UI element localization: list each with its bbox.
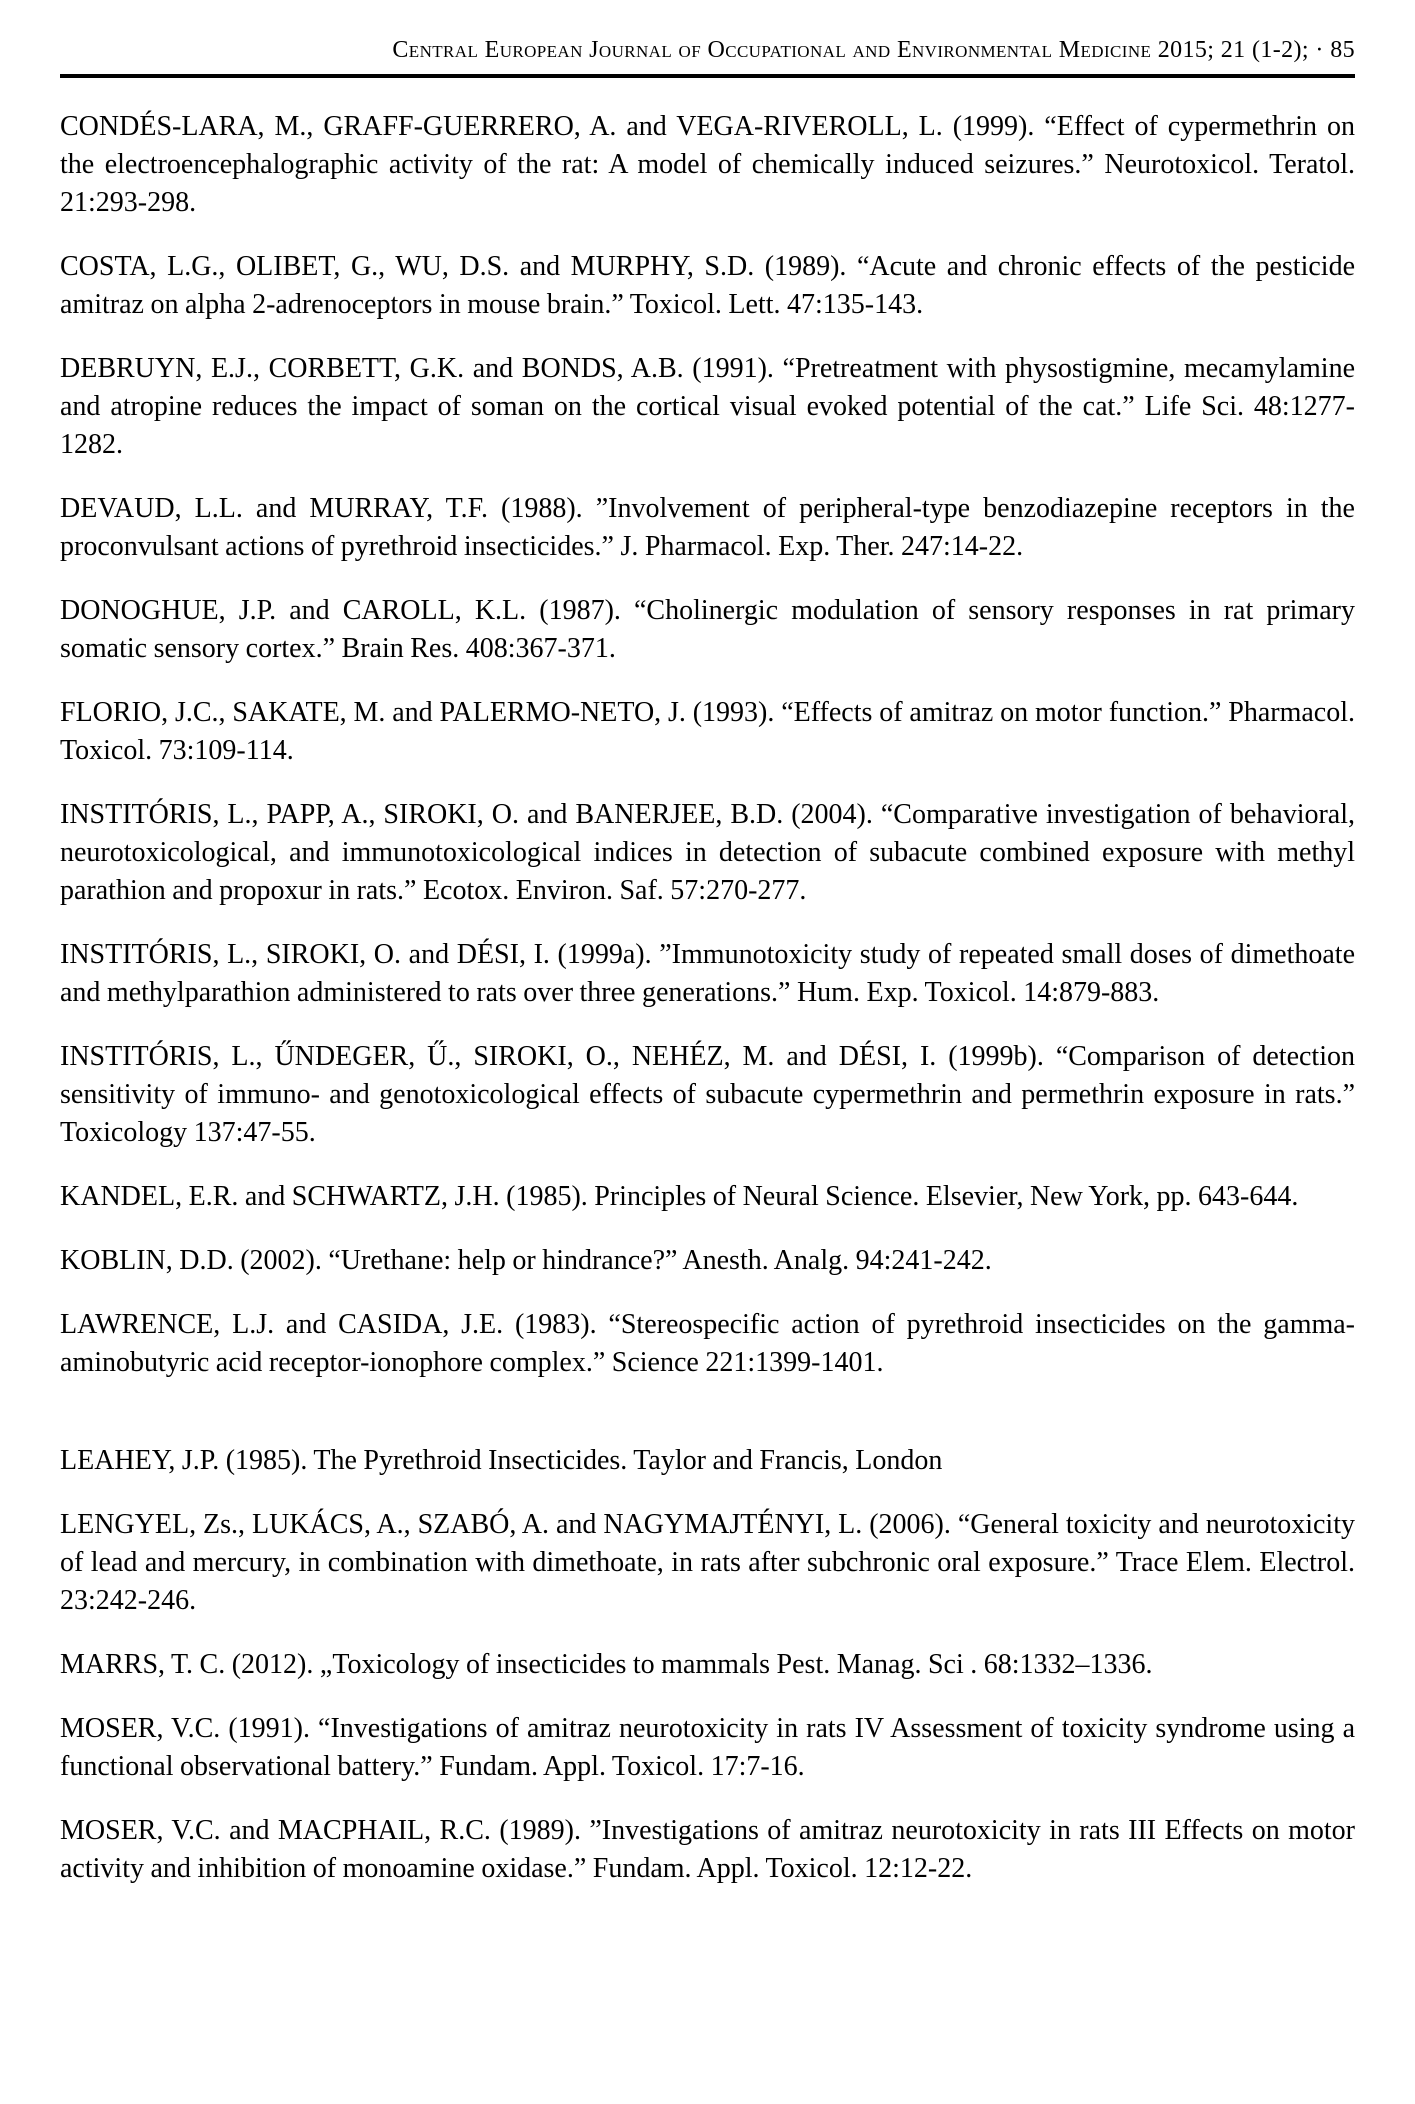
reference-list xyxy=(60,108,1355,1888)
reference-entry-florio-1993: FLORIO, J.C., SAKATE, M. and PALERMO-NETO, J. (1993). “Effects of amitraz on motor function.” Pharmacol. Toxicol. 73:109-114. xyxy=(60,697,1355,766)
reference-entry-condes-lara-1999: CONDÉS-LARA, M., GRAFF-GUERRERO, A. and VEGA-RIVEROLL, L. (1999). “Effect of cypermethrin on the electroencephalographic activity of the rat: A model of chemically induced seizures.” Neurotoxicol. Teratol. 21:293-298. xyxy=(60,111,1355,218)
reference-entry-moser-1991: MOSER, V.C. (1991). “Investigations of amitraz neurotoxicity in rats IV Assessment of toxicity syndrome using a functional observational battery.” Fundam. Appl. Toxicol. 17:7-16. xyxy=(60,1713,1355,1782)
reference-entry-leahey-1985: LEAHEY, J.P. (1985). The Pyrethroid Insecticides. Taylor and Francis, London xyxy=(60,1445,943,1476)
reference-entry-institoris-1999b: INSTITÓRIS, L., ŰNDEGER, Ű., SIROKI, O., NEHÉZ, M. and DÉSI, I. (1999b). “Comparison of detection sensitivity of immuno- and genotoxicological effects of subacute cypermethrin and permethrin exposure in rats.” Toxicology 137:47-55. xyxy=(60,1041,1355,1148)
reference-entry-institoris-2004: INSTITÓRIS, L., PAPP, A., SIROKI, O. and BANERJEE, B.D. (2004). “Comparative investigation of behavioral, neurotoxicological, and immunotoxicological indices in detection of subacute combined exposure with methyl parathion and propoxur in rats.” Ecotox. Environ. Saf. 57:270-277. xyxy=(60,799,1355,906)
header-divider-rule xyxy=(60,74,1355,78)
reference-entry-marrs-2012: MARRS, T. C. (2012). „Toxicology of insecticides to mammals Pest. Manag. Sci . 68:1332–1336. xyxy=(60,1649,1153,1680)
reference-entry-moser-macphail-1989: MOSER, V.C. and MACPHAIL, R.C. (1989). ”Investigations of amitraz neurotoxicity in rats III Effects on motor activity and inhibition of monoamine oxidase.” Fundam. Appl. Toxicol. 12:12-22. xyxy=(60,1815,1355,1884)
reference-entry-lengyel-2006: LENGYEL, Zs., LUKÁCS, A., SZABÓ, A. and NAGYMAJTÉNYI, L. (2006). “General toxicity and neurotoxicity of lead and mercury, in combination with dimethoate, in rats after subchronic oral exposure.” Trace Elem. Electrol. 23:242-246. xyxy=(60,1509,1355,1616)
reference-entry-debruyn-1991: DEBRUYN, E.J., CORBETT, G.K. and BONDS, A.B. (1991). “Pretreatment with physostigmine, mecamylamine and atropine reduces the impact of soman on the cortical visual evoked potential of the cat.” Life Sci. 48:1277-1282. xyxy=(60,353,1355,460)
reference-entry-kandel-1985: KANDEL, E.R. and SCHWARTZ, J.H. (1985). Principles of Neural Science. Elsevier, New York, pp. 643-644. xyxy=(60,1181,1299,1212)
running-header xyxy=(60,36,1355,64)
reference-entry-devaud-1988: DEVAUD, L.L. and MURRAY, T.F. (1988). ”Involvement of peripheral-type benzodiazepine receptors in the proconvulsant actions of pyrethroid insecticides.” J. Pharmacol. Exp. Ther. 247:14-22. xyxy=(60,493,1355,562)
reference-entry-costa-1989: COSTA, L.G., OLIBET, G., WU, D.S. and MURPHY, S.D. (1989). “Acute and chronic effects of the pesticide amitraz on alpha 2-adrenoceptors in mouse brain.” Toxicol. Lett. 47:135-143. xyxy=(60,251,1355,320)
reference-entry-koblin-2002: KOBLIN, D.D. (2002). “Urethane: help or hindrance?” Anesth. Analg. 94:241-242. xyxy=(60,1245,992,1276)
reference-entry-institoris-1999a: INSTITÓRIS, L., SIROKI, O. and DÉSI, I. (1999a). ”Immunotoxicity study of repeated small doses of dimethoate and methylparathion administered to rats over three generations.” Hum. Exp. Toxicol. 14:879-883. xyxy=(60,939,1355,1008)
reference-entry-donoghue-1987: DONOGHUE, J.P. and CAROLL, K.L. (1987). “Cholinergic modulation of sensory responses in rat primary somatic sensory cortex.” Brain Res. 408:367-371. xyxy=(60,595,1355,664)
journal-header-text: Central European Journal of Occupational and Environmental Medicine 2015; 21 (1-2); · 85 xyxy=(392,37,1355,63)
reference-entry-lawrence-1983: LAWRENCE, L.J. and CASIDA, J.E. (1983). “Stereospecific action of pyrethroid insecticides on the gamma-aminobutyric acid receptor-ionophore complex.” Science 221:1399-1401. xyxy=(60,1309,1355,1378)
